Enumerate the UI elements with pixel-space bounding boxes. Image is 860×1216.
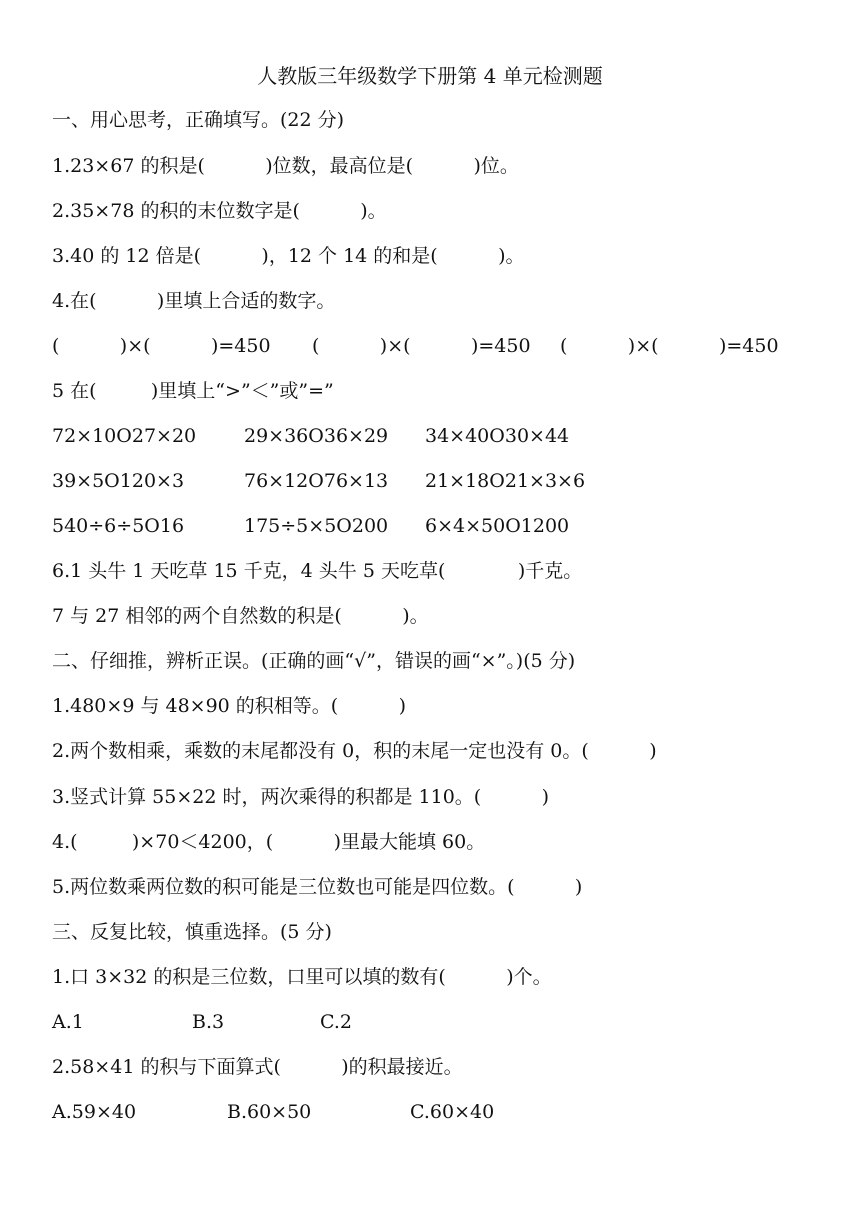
choice-question-2: 2.58×41 的积与下面算式( )的积最接近。 <box>52 1056 463 1078</box>
question-1-7: 7 与 27 相邻的两个自然数的积是( )。 <box>52 605 429 627</box>
section1-heading: 一、用心思考，正确填写。(22 分) <box>52 109 345 131</box>
q4-fill-3: ( )×( )=450 <box>560 335 779 357</box>
question-1-1: 1.23×67 的积是( )位数，最高位是( )位。 <box>52 155 519 177</box>
option-a: A.1 <box>52 1011 84 1033</box>
section3-heading: 三、反复比较，慎重选择。(5 分) <box>52 921 332 943</box>
page-title: 人教版三年级数学下册第 4 单元检测题 <box>257 64 603 88</box>
compare-item: 76×12O76×13 <box>244 470 389 492</box>
compare-item: 34×40O30×44 <box>425 425 570 447</box>
option-c: C.2 <box>320 1011 352 1033</box>
judge-item-2: 2.两个数相乘，乘数的末尾都没有 0，积的末尾一定也没有 0。( ) <box>52 740 657 762</box>
judge-item-3: 3.竖式计算 55×22 时，两次乘得的积都是 110。( ) <box>52 786 550 808</box>
compare-item: 39×5O120×3 <box>52 470 185 492</box>
option-b: B.3 <box>192 1011 225 1033</box>
question-1-2: 2.35×78 的积的末位数字是( )。 <box>52 200 387 222</box>
compare-item: 72×10O27×20 <box>52 425 197 447</box>
compare-item: 21×18O21×3×6 <box>425 470 586 492</box>
compare-item: 175÷5×5O200 <box>244 515 389 537</box>
compare-item: 29×36O36×29 <box>244 425 389 447</box>
section2-heading: 二、仔细推，辨析正误。(正确的画“√”，错误的画“×”。)(5 分) <box>52 650 576 672</box>
q4-fill-2: ( )×( )=450 <box>312 335 531 357</box>
compare-item: 6×4×50O1200 <box>425 515 570 537</box>
judge-item-1: 1.480×9 与 48×90 的积相等。( ) <box>52 695 407 717</box>
question-1-3: 3.40 的 12 倍是( )，12 个 14 的和是( )。 <box>52 245 525 267</box>
q4-fill-1: ( )×( )=450 <box>52 335 271 357</box>
option-c: C.60×40 <box>410 1101 495 1123</box>
question-1-6: 6.1 头牛 1 天吃草 15 千克，4 头牛 5 天吃草( )千克。 <box>52 560 583 582</box>
choice-question-1: 1.口 3×32 的积是三位数，口里可以填的数有( )个。 <box>52 966 552 988</box>
compare-item: 540÷6÷5O16 <box>52 515 185 537</box>
judge-item-5: 5.两位数乘两位数的积可能是三位数也可能是四位数。( ) <box>52 876 583 898</box>
judge-item-4: 4.( )×70＜4200，( )里最大能填 60。 <box>52 831 486 853</box>
option-b: B.60×50 <box>227 1101 312 1123</box>
question-1-4: 4.在( )里填上合适的数字。 <box>52 290 336 312</box>
option-a: A.59×40 <box>52 1101 137 1123</box>
question-1-5: 5 在( )里填上“>”＜”或”=” <box>52 380 334 402</box>
